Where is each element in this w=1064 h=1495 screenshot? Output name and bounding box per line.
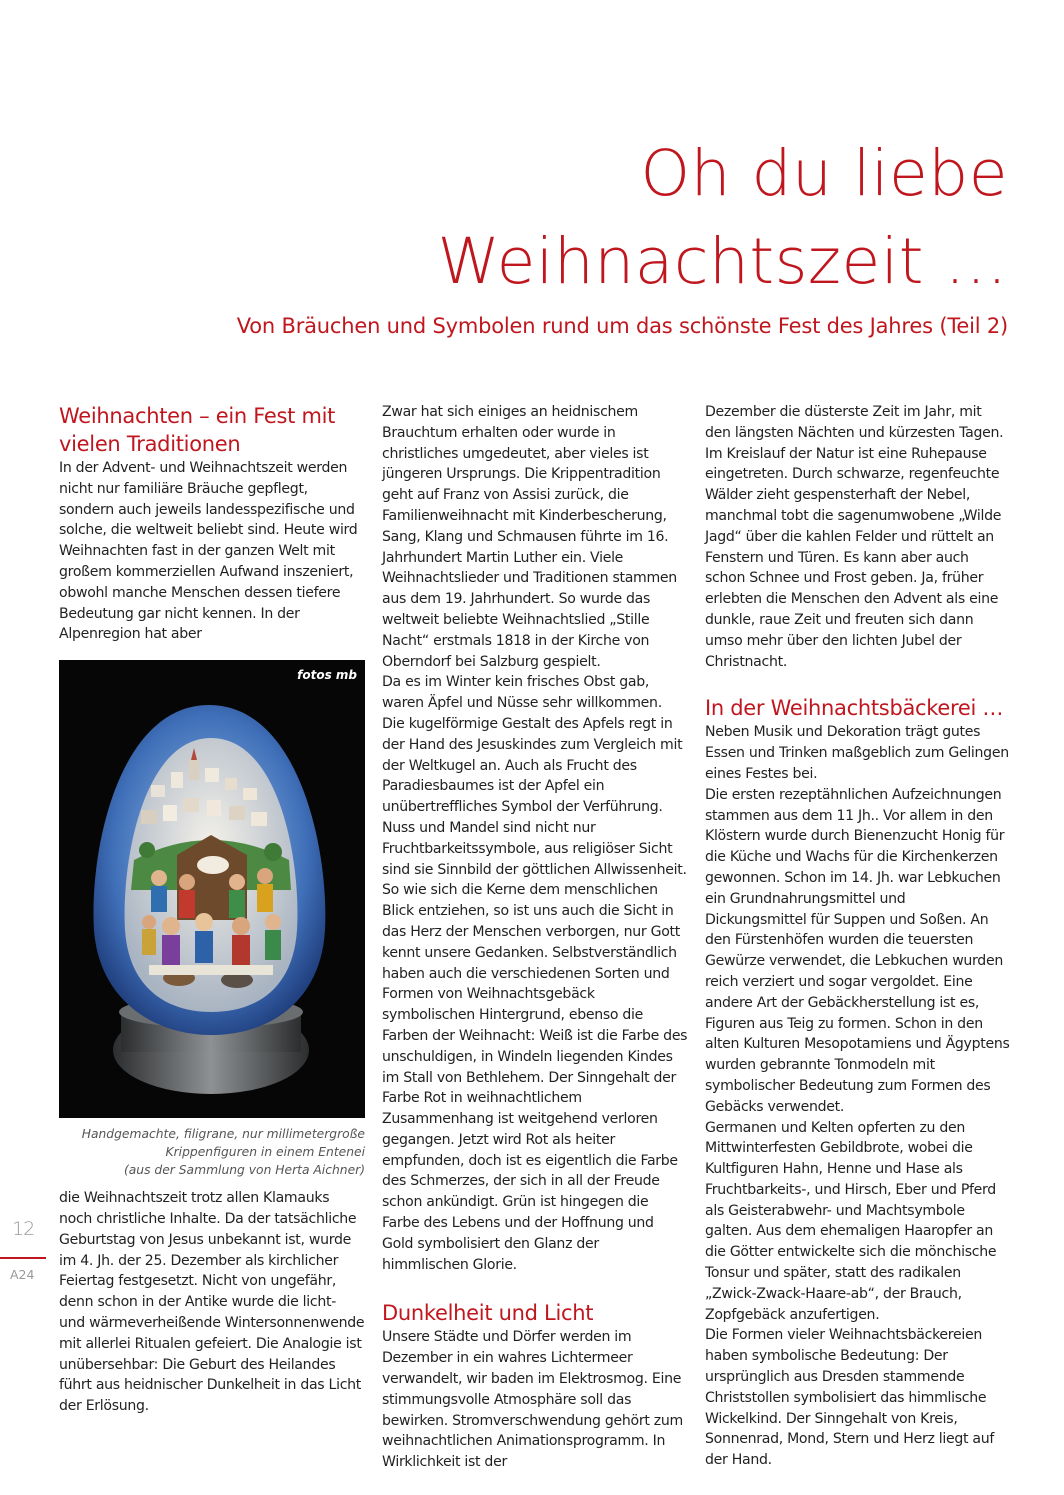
article-subtitle: Von Bräuchen und Symbolen rund um das schönste Fest des Jahres (Teil 2)	[236, 314, 1008, 338]
caption-line-1: Handgemachte, filigrane, nur millimetergroße	[81, 1127, 365, 1142]
section-heading-traditions: Weihnachten – ein Fest mit vielen Traditionen	[59, 404, 336, 456]
egg-illustration	[59, 660, 365, 1118]
paragraph: Da es im Winter kein frisches Obst gab, waren Äpfel und Nüsse sehr willkommen. Die kugelförmige Gestalt des Apfels regt in der Hand des Jesuskindes zum Vergleich mit der Weltkugel an. Auch als Frucht des Paradiesbaumes ist der Apfel ein unübertreffliches Symbol der Verführung. Nuss und Mandel sind nicht nur Fruchtbarkeitssymbole, aus religiöser Sicht sind sie Sinnbild der göttlichen Allwissenheit. So wie sich die Kerne dem menschlichen Blick entziehen, so ist uns auch die Sicht in das Herz der Menschen verborgen, nur Gott kennt unsere Gedanken. Selbstverständlich haben auch die verschiedenen Sorten und Formen von Weihnachtsgebäck symbolischen Hintergrund, ebenso die Farben der Weihnacht: Weiß ist die Farbe des unschuldigen, in Windeln liegenden Kindes im Stall von Bethlehem. Der Sinngehalt der Farbe Rot in weihnachtlichem Zusammenhang ist weitgehend verloren gegangen. Jetzt wird Rot als heiter empfunden, doch ist es eigentlich die Farbe des Schmerzes, der sich in all der Freude schon ankündigt. Grün ist hingegen die Farbe des Lebens und der Hoffnung und Gold symbolisiert den Glanz der himmlischen Glorie.	[382, 674, 688, 1273]
paragraph: Neben Musik und Dekoration trägt gutes Essen und Trinken maßgeblich zum Gelingen eines Festes bei.	[705, 724, 1009, 782]
photo-caption	[59, 1125, 365, 1179]
paragraph: Unsere Städte und Dörfer werden im Dezember in ein wahres Lichtermeer verwandelt, wir baden im Elektrosmog. Eine stimmungsvolle Atmosphäre soll das bewirken. Stromverschwendung gehört zum weihnachtlichen Animationsprogramm. In Wirklichkeit ist der	[382, 1329, 683, 1471]
paragraph: Die Formen vieler Weihnachtsbäckereien haben symbolische Bedeutung: Der ursprünglich aus Dresden stammende Christstollen symbolisiert das himmlische Wickelkind. Der Sinngehalt von Kreis, Sonnenrad, Mond, Stern und Herz liegt auf der Hand.	[705, 1327, 995, 1469]
paragraph: Die ersten rezeptähnlichen Aufzeichnungen stammen aus dem 11 Jh.. Vor allem in den Klöstern wurde durch Bienenzucht Honig für die Küche und Wachs für die Kirchenkerzen gewonnen. Schon im 14. Jh. war Lebkuchen ein Grundnahrungsmittel und Dickungsmittel für Suppen und Soßen. An den Fürstenhöfen wurden die teuersten Gewürze verwendet, die Lebkuchen wurden reich verziert und sogar vergoldet. Eine andere Art der Gebäckherstellung ist es, Figuren aus Teig zu formen. Schon in den alten Kulturen Mesopotamiens und Ägyptens wurden gebrannte Tonmodeln mit symbolischer Bedeutung zum Formen des Gebäcks verwendet.	[705, 786, 1010, 1115]
section-heading-darkness-light: Dunkelheit und Licht	[382, 1301, 594, 1326]
section-heading-bakery: In der Weihnachtsbäckerei …	[705, 696, 1004, 721]
paragraph: Germanen und Kelten opferten zu den Mittwinterfesten Gebildbrote, wobei die Kultfiguren Hahn, Henne und Hase als Fruchtbarkeits-, und Hirsch, Eber und Pferd als Geisterabwehr- und Machtsymbole galten. Aus dem ehemaligen Haaropfer an die Götter entwickelte sich die mönchische Tonsur und später, statt des radikalen „Zwick-Zwack-Haare-ab“, der Brauch, Zopfgebäck anzufertigen.	[705, 1119, 997, 1323]
paragraph: Dezember die düsterste Zeit im Jahr, mit den längsten Nächten und kürzesten Tagen. Im Kreislauf der Natur ist eine Ruhepause eingetreten. Durch schwarze, regenfeuchte Wälder zieht gespensterhaft der Nebel, manchmal tobt die sagenumwobene „Wilde Jagd“ über die kahlen Felder und rüttelt an Fenstern und Türen. Es kann aber auch schon Schnee und Frost geben. Ja, früher erlebten die Menschen den Advent als eine dunkle, raue Zeit und freuten sich dann umso mehr über den lichten Jubel der Christnacht.	[705, 404, 1004, 670]
nativity-egg-photo	[59, 660, 365, 1118]
paragraph: Zwar hat sich einiges an heidnischem Brauchtum erhalten oder wurde in christliches umgedeutet, aber vieles ist jüngeren Ursprungs. Die Krippentradition geht auf Franz von Assisi zurück, die Familienweihnacht mit Kinderbescherung, Sang, Klang und Schmausen führte im 16. Jahrhundert Martin Luther ein. Viele Weihnachtslieder und Traditionen stammen aus dem 19. Jahrhundert. So wurde das weltweit beliebte Weihnachtslied „Stille Nacht“ erstmals 1818 in der Kirche von Oberndorf bei Salzburg gespielt.	[382, 404, 677, 670]
title-line-1: Oh du liebe	[640, 137, 1008, 210]
paragraph: In der Advent- und Weihnachtszeit werden nicht nur familiäre Bräuche gepflegt, sondern auch jeweils landesspezifische und solche, die weltweit beliebt sind. Heute wird Weihnachten fast in der ganzen Welt mit großem kommerziellen Aufwand inszeniert, obwohl manche Menschen dessen tiefere Bedeutung gar nicht kennen. In der Alpenregion hat aber	[59, 460, 358, 643]
issue-label: A24	[10, 1267, 35, 1282]
page-number-rule	[0, 1257, 46, 1259]
caption-line-2: Krippenfiguren in einem Entenei	[165, 1145, 365, 1160]
title-line-2: Weihnachtszeit …	[437, 225, 1008, 298]
paragraph: die Weihnachtszeit trotz allen Klamauks noch christliche Inhalte. Da der tatsächliche Geburtstag von Jesus unbekannt ist, wurde im 4. Jh. der 25. Dezember als kirchlicher Feiertag festgesetzt. Nicht von ungefähr, denn schon in der Antike wurde die licht- und wärmeverheißende Wintersonnenwende mit allerlei Ritualen gefeiert. Die Analogie ist unübersehbar: Die Geburt des Heilandes führt aus heidnischer Dunkelheit in das Licht der Erlösung.	[59, 1190, 365, 1415]
caption-line-3: (aus der Sammlung von Herta Aichner)	[123, 1163, 365, 1178]
page-number: 12	[12, 1218, 35, 1240]
article-title	[438, 130, 1008, 306]
column-2	[382, 402, 688, 1473]
column-1	[59, 402, 365, 1417]
column-3	[705, 402, 1011, 1471]
photo-credit: fotos mb	[297, 668, 357, 683]
